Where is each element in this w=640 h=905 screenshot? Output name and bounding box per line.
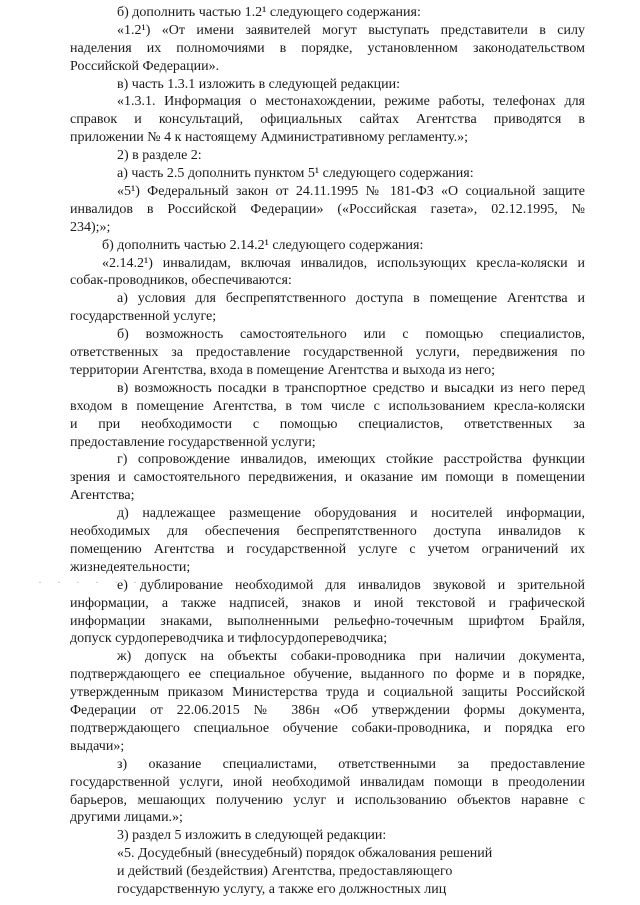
text-line: справок и консультаций, официальных сайтах Агентства приводятся в: [70, 112, 585, 127]
text-line: государственной услуги, иной необходимой инвалидам помощи в преодолении: [70, 775, 585, 790]
text-line: «2.14.2¹) инвалидам, включая инвалидов, использующих кресла-коляски и: [102, 256, 585, 271]
scan-artifact-dots: · · · · · ·: [38, 575, 143, 589]
text-line: входом в помещение Агентства, в том числе с использованием кресла-коляски: [70, 399, 585, 414]
text-line: другими лицами.»;: [70, 810, 183, 825]
text-line: е) дублирование необходимой для инвалидов звуковой и зрительной: [117, 578, 585, 593]
text-line: утвержденным приказом Министерства труда и социальной защиты Российской: [70, 685, 585, 700]
text-line: собак-проводников, обеспечиваются:: [70, 273, 292, 288]
text-line: б) дополнить частью 1.2¹ следующего содержания:: [117, 5, 421, 20]
text-line: барьеров, мешающих получению услуг и использованию объектов наравне с: [70, 793, 585, 808]
text-line: ж) допуск на объекты собаки-проводника при наличии документа,: [117, 649, 585, 664]
text-line: а) условия для беспрепятственного доступа в помещение Агентства и: [117, 291, 585, 306]
text-line: подтверждающего ее специальное обучение, выданного по форме и в порядке,: [70, 667, 585, 682]
text-line: жизнедеятельности;: [70, 560, 191, 575]
text-line: инвалидов в Российской Федерации» («Российская газета», 02.12.1995, №: [70, 202, 585, 217]
text-line: «1.2¹) «От имени заявителей могут выступать представители в силу: [117, 23, 585, 38]
text-line: информации знаками, выполненными рельефно-точечным шрифтом Брайля,: [70, 614, 585, 629]
text-line: 2) в разделе 2:: [117, 148, 202, 163]
text-line: Федерации от 22.06.2015 № 386н «Об утверждении формы документа,: [70, 703, 585, 718]
text-line: наделения их полномочиями в порядке, установленном законодательством: [70, 41, 585, 56]
text-line: подтверждающего специальное обучение собаки-проводника, и порядка его: [70, 721, 585, 736]
text-line: «5. Досудебный (внесудебный) порядок обжалования решений: [117, 846, 493, 861]
text-line: в) возможность посадки в транспортное средство и высадки из него перед: [117, 381, 585, 396]
text-line: ответственных за предоставление государственной услуги, передвижения по: [70, 345, 585, 360]
text-line: и действий (бездействия) Агентства, предоставляющего: [117, 864, 453, 879]
text-line: допуск сурдопереводчика и тифлосурдопереводчика;: [70, 631, 388, 646]
text-line: д) надлежащее размещение оборудования и носителей информации,: [117, 506, 585, 521]
text-line: государственной услуге;: [70, 309, 217, 324]
text-line: 234);»;: [70, 220, 111, 235]
text-line: территории Агентства, входа в помещение Агентства и выхода из него;: [70, 363, 496, 378]
text-line: 3) раздел 5 изложить в следующей редакции:: [117, 828, 387, 843]
text-line: информации, а также надписей, знаков и иной текстовой и графической: [70, 596, 585, 611]
text-line: Российской Федерации».: [70, 59, 220, 74]
text-line: необходимых для обеспечения беспрепятственного доступа инвалидов к: [70, 524, 585, 539]
text-line: «5¹) Федеральный закон от 24.11.1995 № 181-ФЗ «О социальной защите: [117, 184, 585, 199]
text-line: в) часть 1.3.1 изложить в следующей редакции:: [117, 77, 401, 92]
text-line: «1.3.1. Информация о местонахождении, режиме работы, телефонах для: [117, 94, 585, 109]
text-line: зрения и самостоятельного передвижения, и оказание им помощи в помещении: [70, 470, 585, 485]
text-line: помещению Агентства и государственной услуге с учетом ограничений их: [70, 542, 585, 557]
text-line: г) сопровождение инвалидов, имеющих стойкие расстройства функции: [117, 452, 585, 467]
text-line: б) возможность самостоятельного или с помощью специалистов,: [117, 327, 585, 342]
text-line: Агентства;: [70, 488, 135, 503]
text-line: предоставление государственной услуги;: [70, 435, 316, 450]
text-line: з) оказание специалистами, ответственными за предоставление: [117, 757, 585, 772]
text-line: государственную услугу, а также его должностных лиц: [117, 882, 447, 897]
text-line: и при необходимости с помощью специалистов, ответственных за: [70, 417, 585, 432]
text-line: б) дополнить частью 2.14.2¹ следующего содержания:: [102, 238, 424, 253]
text-line: приложении № 4 к настоящему Административному регламенту.»;: [70, 130, 469, 145]
text-line: а) часть 2.5 дополнить пунктом 5¹ следующего содержания:: [117, 166, 474, 181]
text-line: выдачи»;: [70, 739, 125, 754]
